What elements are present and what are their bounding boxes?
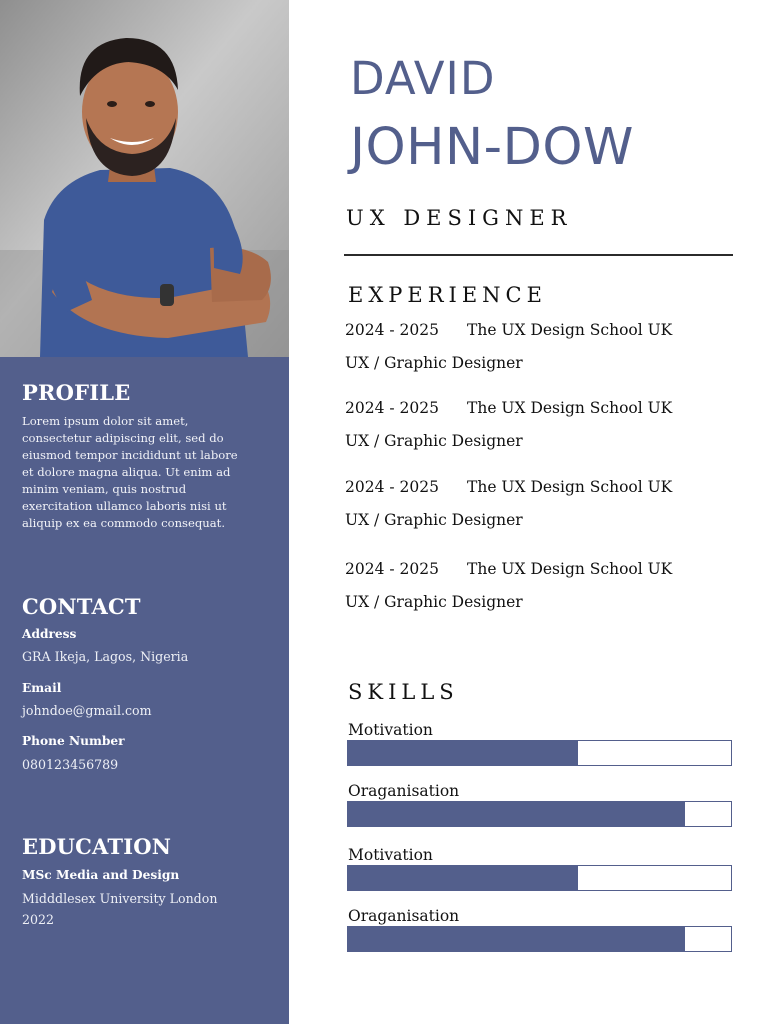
skill-bar	[347, 801, 732, 827]
education-school: Midddlesex University London	[22, 891, 218, 906]
skill-bar-fill	[348, 927, 685, 951]
experience-line	[345, 560, 673, 578]
experience-title: UX / Graphic Designer	[345, 354, 523, 372]
experience-title: UX / Graphic Designer	[345, 593, 523, 611]
skills-heading: SKILLS	[348, 680, 459, 704]
profile-text-line: consectetur adipiscing elit, sed do	[22, 431, 224, 445]
education-year: 2022	[22, 912, 55, 927]
experience-years: 2024 - 2025	[345, 321, 439, 339]
skill-bar	[347, 926, 732, 952]
experience-heading: EXPERIENCE	[348, 283, 547, 307]
experience-title: UX / Graphic Designer	[345, 511, 523, 529]
skill-bar-fill	[348, 802, 685, 826]
profile-text-line: Lorem ipsum dolor sit amet,	[22, 414, 189, 428]
experience-school: The UX Design School UK	[467, 560, 673, 578]
skill-bar-fill	[348, 741, 578, 765]
experience-years: 2024 - 2025	[345, 478, 439, 496]
experience-line	[345, 399, 673, 417]
skill-label: Motivation	[348, 721, 433, 739]
skill-bar-fill	[348, 866, 578, 890]
contact-heading: CONTACT	[22, 594, 141, 619]
email-value: johndoe@gmail.com	[22, 703, 152, 718]
experience-school: The UX Design School UK	[467, 321, 673, 339]
profile-text-line: minim veniam, quis nostrud	[22, 482, 187, 496]
experience-school: The UX Design School UK	[467, 399, 673, 417]
profile-text-line: aliquip ex ea commodo consequat.	[22, 516, 225, 530]
address-label: Address	[22, 627, 77, 641]
profile-text-line: et dolore magna aliqua. Ut enim ad	[22, 465, 231, 479]
sidebar	[0, 0, 289, 1024]
education-heading: EDUCATION	[22, 834, 172, 859]
skill-bar	[347, 740, 732, 766]
experience-years: 2024 - 2025	[345, 560, 439, 578]
skill-label: Oraganisation	[348, 907, 460, 925]
phone-value: 080123456789	[22, 757, 119, 772]
skill-bar	[347, 865, 732, 891]
email-label: Email	[22, 681, 62, 695]
skill-label: Motivation	[348, 846, 433, 864]
profile-photo	[0, 0, 289, 357]
experience-line	[345, 478, 673, 496]
education-degree: MSc Media and Design	[22, 868, 180, 882]
profile-text-line: eiusmod tempor incididunt ut labore	[22, 448, 238, 462]
skill-label: Oraganisation	[348, 782, 460, 800]
experience-school: The UX Design School UK	[467, 478, 673, 496]
profile-heading: PROFILE	[22, 380, 131, 405]
address-value: GRA Ikeja, Lagos, Nigeria	[22, 649, 189, 664]
divider	[344, 254, 733, 256]
phone-label: Phone Number	[22, 734, 125, 748]
name-last: JOHN-DOW	[350, 118, 634, 177]
experience-line	[345, 321, 673, 339]
experience-years: 2024 - 2025	[345, 399, 439, 417]
job-title: UX DESIGNER	[346, 206, 573, 230]
name-first: DAVID	[350, 52, 496, 105]
profile-text-line: exercitation ullamco laboris nisi ut	[22, 499, 227, 513]
experience-title: UX / Graphic Designer	[345, 432, 523, 450]
portrait-illustration	[0, 0, 289, 357]
